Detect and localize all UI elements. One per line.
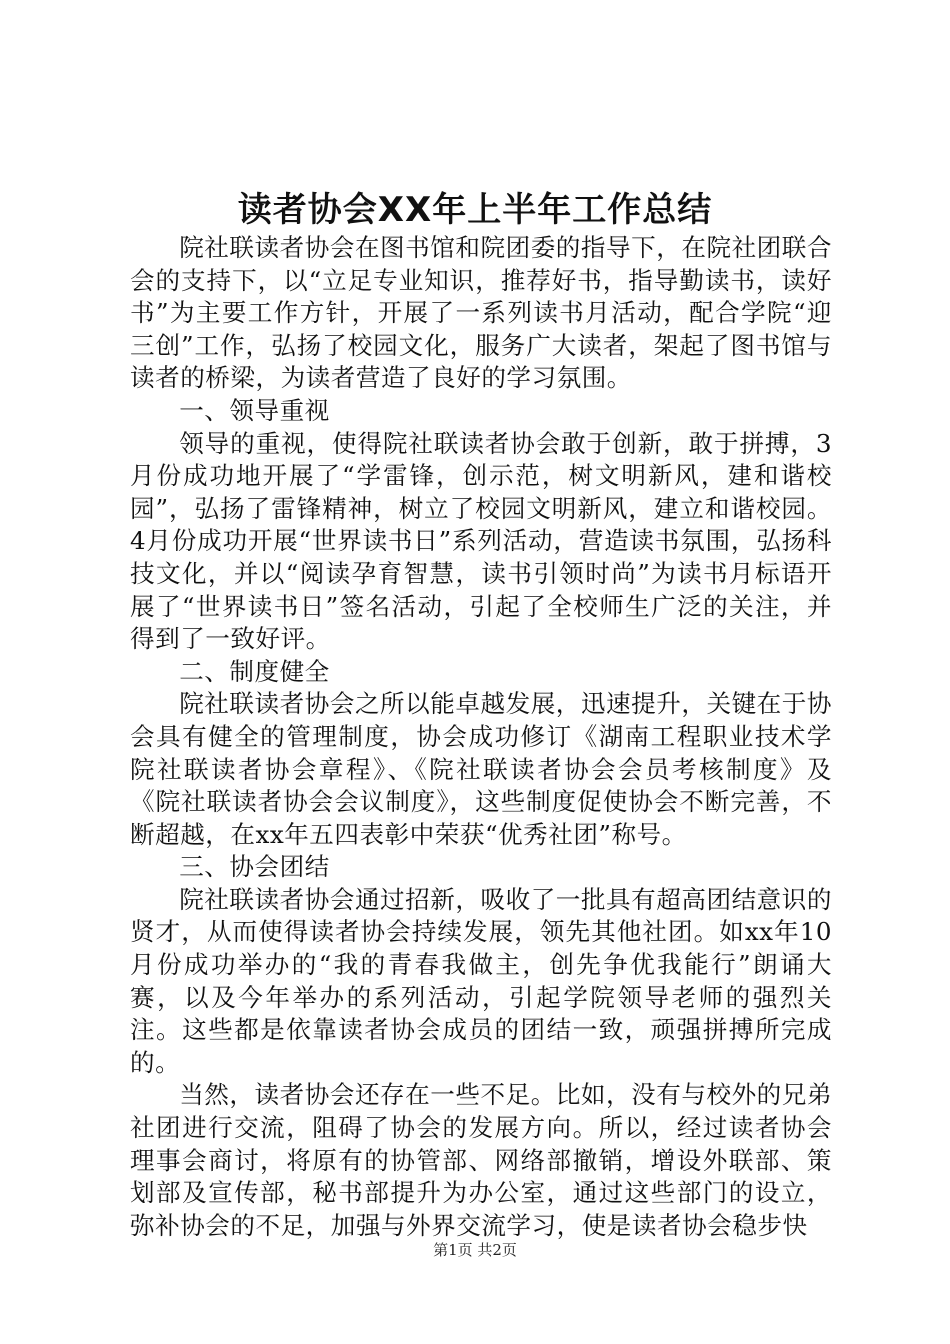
document-body [130,232,832,1242]
system-paragraph: 院社联读者协会之所以能卓越发展，迅速提升，关键在于协会具有健全的管理制度，协会成功修订《湖南工程职业技术学院社联读者协会章程》、《院社联读者协会会员考核制度》及《院社联读者协会会议制度》，这些制度促使协会不断完善，不断超越，在xx年五四表彰中荣获“优秀社团”称号。 [130,689,832,849]
unity-paragraph: 院社联读者协会通过招新，吸收了一批具有超高团结意识的贤才，从而使得读者协会持续发展，领先其他社团。如xx年10月份成功举办的“我的青春我做主，创先争优我能行”朗诵大赛，以及今年举办的系列活动，引起学院领导老师的强烈关注。这些都是依靠读者协会成员的团结一致，顽强拼搏所完成的。 [130,884,832,1077]
section-heading-leadership: 一、领导重视 [179,395,330,425]
leadership-paragraph: 领导的重视，使得院社联读者协会敢于创新，敢于拼搏，3月份成功地开展了“学雷锋，创示范，树文明新风，建和谐校园”，弘扬了雷锋精神，树立了校园文明新风，建立和谐校园。4月份成功开展“世界读书日”系列活动，营造读书氛围，弘扬科技文化，并以“阅读孕育智慧，读书引领时尚”为读书月标语开展了“世界读书日”签名活动，引起了全校师生广泛的关注，并得到了一致好评。 [130,428,832,654]
section-heading-system: 二、制度健全 [179,656,330,686]
intro-paragraph: 院社联读者协会在图书馆和院团委的指导下，在院社团联合会的支持下，以“立足专业知识，推荐好书，指导勤读书，读好书”为主要工作方针，开展了一系列读书月活动，配合学院“迎三创”工作，弘扬了校园文化，服务广大读者，架起了图书馆与读者的桥梁，为读者营造了良好的学习氛围。 [130,233,832,393]
document-title: 读者协会XX年上半年工作总结 [237,190,713,230]
section-heading-unity: 三、协会团结 [179,852,330,882]
shortcomings-paragraph: 当然，读者协会还存在一些不足。比如，没有与校外的兄弟社团进行交流，阻碍了协会的发展方向。所以，经过读者协会理事会商讨，将原有的协管部、网络部撤销，增设外联部、策划部及宣传部，秘书部提升为办公室，通过这些部门的设立，弥补协会的不足，加强与外界交流学习，使是读者协会稳步快 [130,1080,832,1240]
page-footer: 第1页 共2页 [433,1241,517,1259]
